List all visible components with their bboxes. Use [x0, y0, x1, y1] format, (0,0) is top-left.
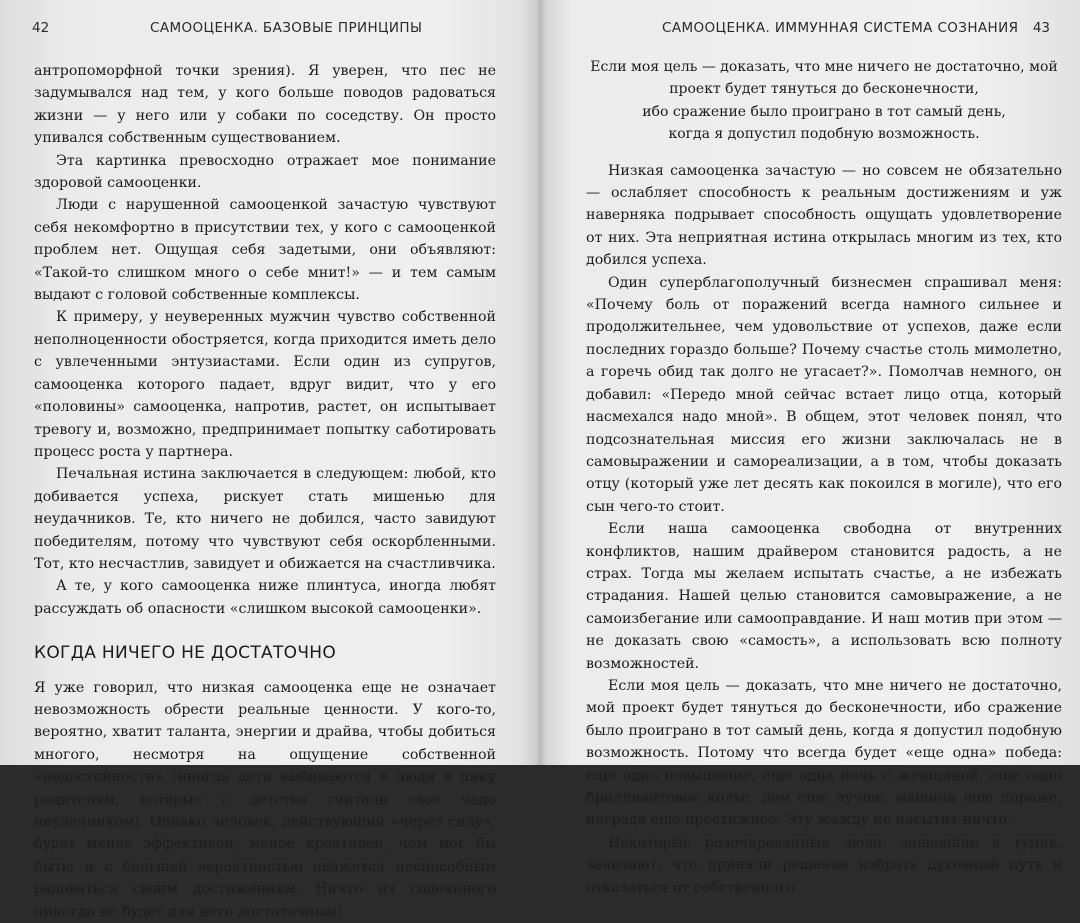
- paragraph: К примеру, у неуверенных мужчин чувство собственной неполноценности обостряется, когда приходится иметь дело с увлеченными энтузиастами. Если один из супругов, самооценка которого падает, вдруг видит, что у его «половины» самооценка, напротив, растет, он испытывает тревогу и, возможно, предпринимает попытку саботировать процесс роста у партнера.: [34, 309, 496, 460]
- paragraph: Если наша самооценка свободна от внутренних конфликтов, нашим драйвером становится радость, а не страх. Тогда мы желаем испытать счастье, а не избежать страдания. Нашей целью становится самовыражение, а не самоизбегание или самооправдание. И наш мотив при этом — не доказать свою «самость», а использовать всю полноту возможностей.: [586, 521, 1062, 672]
- page-number-right: 43: [1032, 20, 1050, 36]
- section-heading: КОГДА НИЧЕГО НЕ ДОСТАТОЧНО: [34, 643, 337, 664]
- paragraph: Низкая самооценка зачастую — но совсем не обязательно — ослабляет способность к реальным достижениям и уж наверняка подрывает способность ощущать удовлетворение от них. Эта неприятная истина открылась многим из тех, кто добился успеха.: [586, 162, 1062, 269]
- running-head-left: САМООЦЕНКА. БАЗОВЫЕ ПРИНЦИПЫ: [150, 20, 423, 36]
- paragraph: А те, у кого самооценка ниже плинтуса, иногда любят рассуждать об опасности «слишком высокой самооценки».: [34, 578, 496, 617]
- epigraph: [586, 56, 1062, 146]
- paragraph: Эта картинка превосходно отражает мое понимание здоровой самооценки.: [34, 152, 496, 192]
- left-page-body: [34, 60, 496, 923]
- epigraph-line: когда я допустил подобную возможность.: [668, 126, 980, 143]
- paragraph: Я уже говорил, что низкая самооценка еще не означает невозможность обрести реальные ценности. У кого-то, вероятно, хватит таланта, энергии и драйва, чтобы добиться многого, несмотря на ощущение собственной «недостойности» (иногда дети выбиваются в люди в пику родителям, которые с детства считали свое чадо неудачником). Однако человек, действующий «через силу», будет менее эффективен, менее креативен, чем мог бы быть; и с большей вероятностью окажется неспособным радоваться своим достижениям. Ничто из содеянного никогда не будет для него достаточным!: [34, 679, 496, 920]
- left-page: [0, 0, 540, 920]
- paragraph: Некоторые разочарованные люди, зашедшие в тупик, заявляют, что приняли решение избрать духовный путь и отказаться от собственного: [586, 834, 1062, 896]
- running-head-right: САМООЦЕНКА. ИММУННАЯ СИСТЕМА СОЗНАНИЯ: [662, 20, 1019, 36]
- epigraph-line: ибо сражение было проиграно в тот самый день,: [642, 103, 1006, 120]
- paragraph: Люди с нарушенной самооценкой зачастую чувствуют себя некомфортно в присутствии тех, у кого с самооценкой проблем нет. Ощущая себя задетыми, они объявляют: «Такой-то слишком много о себе мнит!» — и тем самым выдают с головой собственные комплексы.: [34, 197, 496, 304]
- paragraph: Если моя цель — доказать, что мне ничего не достаточно, мой проект будет тянуться до бесконечности, ибо сражение было проиграно в тот самый день, когда я допустил подобную возможность. Потому что всегда будет «еще одна» победа: еще одно повышение, еще одна ночь с женщиной, еще одно бриллиантовое колье, дом еще лучше, машина еще дороже, награда еще престижнее. Эту жажду не насытит ничто.: [586, 677, 1062, 829]
- epigraph-line: проект будет тянуться до бесконечности,: [669, 81, 979, 98]
- right-page: [540, 0, 1080, 896]
- page-number-left: 42: [32, 20, 50, 36]
- paragraph: антропоморфной точки зрения). Я уверен, что пес не задумывался над тем, у кого больше поводов радоваться жизни — у него или у собаки по соседству. Он просто упивался собственным существованием.: [34, 63, 496, 147]
- right-page-body: [586, 56, 1062, 899]
- paragraph: Печальная истина заключается в следующем: любой, кто добивается успеха, рискует стать мишенью для неудачников. Те, кто ничего не добился, часто завидуют победителям, потому что чувствуют себя оскорбленными. Тот, кто несчастлив, завидует и обижается на счастливчика.: [34, 466, 496, 572]
- epigraph-line: Если моя цель — доказать, что мне ничего не достаточно, мой: [590, 59, 1058, 75]
- paragraph: Один суперблагополучный бизнесмен спрашивал меня: «Почему боль от поражений всегда намного сильнее и продолжительнее, чем удовольствие от успехов, даже если последних гораздо больше? Почему счастье столь мимолетно, а горечь обид так долго не угасает?». Помолчав немного, он добавил: «Передо мной сейчас встает лицо отца, который насмехался надо мной». В общем, этот человек понял, что подсознательная миссия его жизни заключалась не в самовыражении и самореализации, а в том, чтобы доказать отцу (который уже лет десять как покоился в могиле), что его сын чего-то стоит.: [586, 274, 1062, 515]
